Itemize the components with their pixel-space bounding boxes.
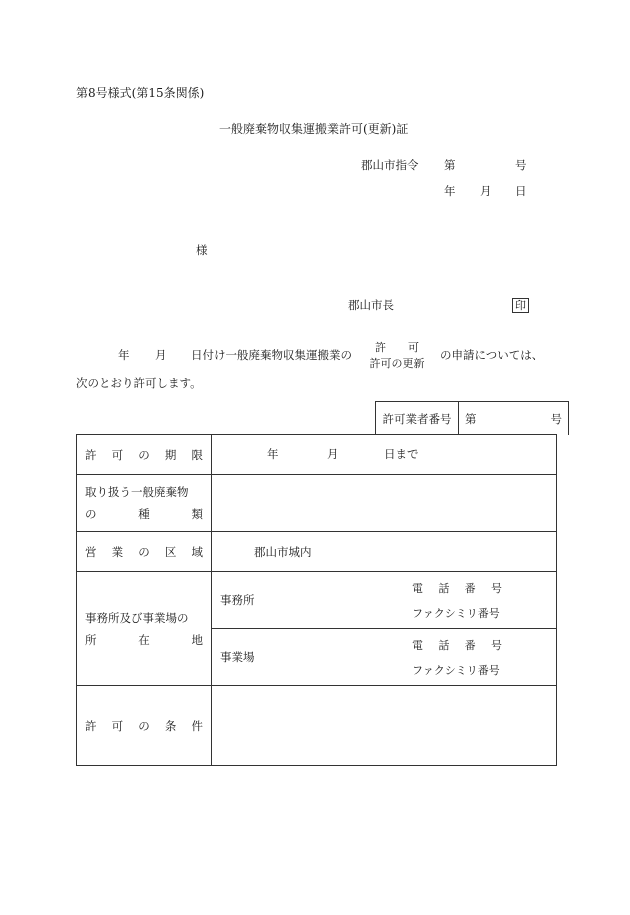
issue-date-month: 月 bbox=[480, 184, 492, 198]
label-char: 話 bbox=[438, 581, 450, 595]
site-address-cell[interactable] bbox=[212, 629, 411, 686]
seal-mark: 印 bbox=[512, 298, 529, 313]
label-char: 営 bbox=[85, 544, 97, 559]
label-char: 番 bbox=[464, 638, 476, 652]
doc-number-gou: 号 bbox=[515, 158, 527, 172]
option-renewal: 許可の更新 bbox=[369, 357, 425, 370]
office-contact-cell[interactable] bbox=[410, 572, 557, 629]
doc-number-prefix: 郡山市指令 bbox=[361, 158, 419, 172]
office-address-cell[interactable] bbox=[212, 572, 411, 629]
label-char: 類 bbox=[191, 507, 203, 521]
label-char: 条 bbox=[164, 718, 177, 733]
business-area-value[interactable] bbox=[212, 532, 557, 572]
waste-type-value[interactable] bbox=[212, 475, 557, 532]
office-label: 事務所 bbox=[220, 593, 255, 607]
document-title: 一般廃棄物収集運搬業許可(更新)証 bbox=[219, 122, 409, 136]
period-year: 年 bbox=[267, 447, 279, 461]
period-value[interactable] bbox=[212, 435, 557, 475]
label-char: 地 bbox=[191, 632, 203, 647]
label-char: の bbox=[85, 507, 97, 521]
label-char: 号 bbox=[490, 581, 502, 595]
location-label bbox=[77, 572, 212, 686]
label-char: 区 bbox=[164, 544, 177, 559]
site-label: 事業場 bbox=[220, 650, 255, 664]
office-row bbox=[77, 572, 557, 629]
waste-label-line1: 取り扱う一般廃棄物 bbox=[85, 485, 189, 499]
permit-number-field[interactable] bbox=[459, 402, 568, 435]
issuer-name: 郡山市長 bbox=[348, 298, 394, 312]
area-label-chars bbox=[85, 544, 203, 560]
label-char: 件 bbox=[191, 718, 203, 733]
period-day: 日まで bbox=[384, 447, 419, 461]
label-char: 所 bbox=[85, 632, 97, 647]
waste-type-row bbox=[77, 475, 557, 532]
body-line2: 次のとおり許可します。 bbox=[76, 376, 202, 390]
label-char: の bbox=[138, 718, 150, 733]
body-application-text: の申請については、 bbox=[440, 348, 544, 362]
conditions-label-chars bbox=[85, 718, 203, 734]
label-char: の bbox=[138, 544, 150, 559]
conditions-label bbox=[77, 686, 212, 766]
addressee-suffix: 様 bbox=[196, 243, 208, 257]
doc-number-dai: 第 bbox=[444, 158, 456, 172]
office-fax-label: ファクシミリ番号 bbox=[412, 606, 500, 620]
form-number: 第8号様式(第15条関係) bbox=[76, 86, 205, 100]
period-label-chars bbox=[85, 447, 203, 463]
period-label bbox=[77, 435, 212, 475]
waste-type-label bbox=[77, 475, 212, 532]
permit-number-dai: 第 bbox=[465, 411, 477, 426]
office-phone-label bbox=[412, 580, 502, 596]
conditions-value[interactable] bbox=[212, 686, 557, 766]
label-char: 在 bbox=[138, 632, 150, 647]
period-row bbox=[77, 435, 557, 475]
label-char: 許 bbox=[85, 718, 97, 733]
issue-date-day: 日 bbox=[515, 184, 527, 198]
label-char: 限 bbox=[191, 447, 203, 462]
period-month: 月 bbox=[327, 447, 339, 461]
permit-number-label: 許可業者番号 bbox=[376, 402, 459, 435]
label-char: 許 bbox=[85, 447, 97, 462]
permit-number-box bbox=[375, 401, 569, 435]
body-dated-text: 日付け一般廃棄物収集運搬業の bbox=[191, 348, 352, 362]
label-char: 号 bbox=[490, 638, 502, 652]
body-month: 月 bbox=[155, 348, 167, 362]
label-char: 可 bbox=[111, 718, 124, 733]
permit-details-table bbox=[76, 434, 557, 766]
permit-number-gou: 号 bbox=[550, 411, 562, 426]
permit-type-options bbox=[366, 342, 428, 369]
business-area-text: 郡山市城内 bbox=[254, 544, 312, 559]
site-fax-label: ファクシミリ番号 bbox=[412, 663, 500, 677]
option-permit: 許 可 bbox=[375, 341, 419, 354]
business-area-label bbox=[77, 532, 212, 572]
waste-label-line2 bbox=[85, 506, 203, 522]
conditions-row bbox=[77, 686, 557, 766]
label-char: 電 bbox=[412, 638, 423, 652]
label-char: 種 bbox=[138, 507, 150, 521]
label-char: 域 bbox=[191, 544, 203, 559]
label-char: 業 bbox=[111, 544, 124, 559]
location-label-line2 bbox=[85, 632, 203, 648]
site-contact-cell[interactable] bbox=[410, 629, 557, 686]
label-char: 可 bbox=[111, 447, 124, 462]
label-char: 話 bbox=[438, 638, 450, 652]
body-year: 年 bbox=[118, 348, 130, 362]
business-area-row bbox=[77, 532, 557, 572]
location-label-line1: 事務所及び事業場の bbox=[85, 610, 189, 625]
label-char: 期 bbox=[164, 447, 177, 462]
issue-date-year: 年 bbox=[444, 184, 456, 198]
site-phone-label bbox=[412, 637, 502, 653]
label-char: の bbox=[138, 447, 150, 462]
label-char: 番 bbox=[464, 581, 476, 595]
label-char: 電 bbox=[412, 581, 423, 595]
